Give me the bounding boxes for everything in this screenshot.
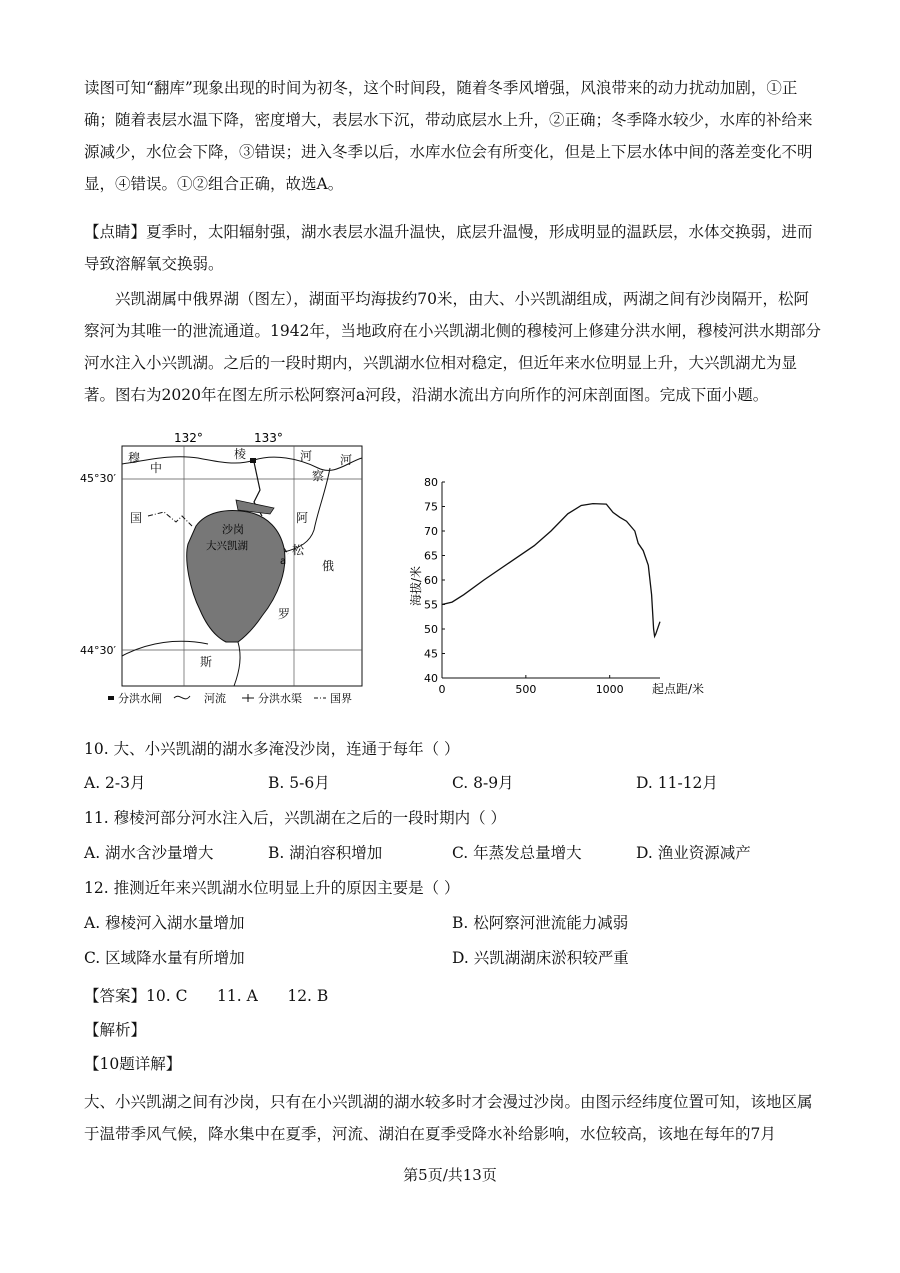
sand-ridge-label: 沙岗: [222, 523, 244, 536]
q11-option-c[interactable]: C. 年蒸发总量增大: [452, 844, 582, 862]
south-river: [234, 642, 240, 686]
q10-option-d[interactable]: D. 11-12月: [636, 774, 718, 792]
y-tick-label: 40: [424, 672, 438, 685]
analysis-heading: 【解析】: [84, 1021, 147, 1039]
q11-option-a[interactable]: A. 湖水含沙量增大: [84, 844, 214, 862]
y-tick-label: 70: [424, 525, 438, 538]
explanation-paragraph: 读图可知“翻库”现象出现的时间为初冬，这个时间段，随着冬季风增强，风浪带来的动力扰动加剧，①正确；随着表层水温下降，密度增大，表层水下沉，带动底层水上升，②正确；冬季降水较少，水库的补给来源减少，水位会下降，③错误；进入冬季以后，水库水位会有所变化，但是上下层水体中间的落差变化不明显，④错误。①②组合正确，故选A。: [84, 79, 813, 193]
detail-text: 大、小兴凯湖之间有沙岗，只有在小兴凯湖的湖水较多时才会漫过沙岗。由图示经纬度位置可知，该地区属于温带季风气候，降水集中在夏季，河流、湖泊在夏季受降水补给影响，水位较高，该地在每年的7月: [84, 1093, 813, 1143]
svg-text:阿: 阿: [296, 511, 309, 525]
q10-option-b[interactable]: B. 5-6月: [268, 774, 330, 792]
svg-text:斯: 斯: [200, 655, 213, 669]
lat-label-44-30: 44°30′: [80, 644, 116, 657]
q12-option-d[interactable]: D. 兴凯湖湖床淤积较严重: [452, 949, 629, 967]
question-10-stem: 10. 大、小兴凯湖的湖水多淹没沙岗，连通于每年（ ）: [84, 740, 460, 758]
y-axis-label: 海拔/米: [409, 565, 423, 607]
y-tick-label: 65: [424, 549, 438, 563]
y-tick-label: 80: [424, 476, 438, 489]
answer-line: 【答案】10. C 11. A 12. B: [84, 987, 329, 1005]
question-12-options-row2: [84, 946, 824, 976]
lon-label-132: 132°: [174, 431, 203, 445]
southwest-river: [122, 641, 208, 656]
profile-line: [442, 504, 660, 637]
y-tick-label: 50: [424, 623, 438, 636]
svg-text:中: 中: [150, 461, 163, 475]
q12-option-b[interactable]: B. 松阿察河泄流能力减弱: [452, 914, 629, 932]
point-a-label: a: [280, 556, 287, 567]
q10-option-c[interactable]: C. 8-9月: [452, 774, 514, 792]
key-point-paragraph: 【点睛】夏季时，太阳辐射强，湖水表层水温升温快，底层升温慢，形成明显的温跃层，水体交换弱，进而导致溶解氧交换弱。: [84, 223, 813, 273]
x-tick-label: 500: [515, 683, 537, 696]
intro-paragraph: 兴凯湖属中俄界湖（图左），湖面平均海拔约70米，由大、小兴凯湖组成，两湖之间有沙岗隔开，松阿察河为其唯一的泄流通道。1942年，当地政府在小兴凯湖北侧的穆棱河上修建分洪水闸，穆棱河洪水期部分河水注入小兴凯湖。之后的一段时期内，兴凯湖水位相对稳定，但近年来水位明显上升，大兴凯湖尤为显著。图右为2020年在图左所示松阿察河a河段，沿湖水流出方向所作的河床剖面图。完成下面小题。: [84, 290, 821, 404]
x-tick-label: 0: [438, 683, 446, 696]
y-tick-label: 55: [424, 598, 438, 612]
svg-text:国: 国: [130, 511, 143, 525]
q12-option-a[interactable]: A. 穆棱河入湖水量增加: [84, 914, 245, 932]
svg-text:罗: 罗: [278, 607, 291, 621]
svg-text:国界: 国界: [330, 692, 352, 705]
y-tick-label: 60: [424, 574, 438, 587]
question-11-options: [84, 841, 824, 871]
svg-text:河流: 河流: [204, 692, 226, 705]
location-map: [78, 430, 378, 710]
y-tick-label: 45: [424, 647, 438, 661]
detail-heading: 【10题详解】: [84, 1055, 182, 1073]
flood-gate-symbol: [250, 458, 256, 463]
svg-text:穆: 穆: [128, 451, 141, 465]
river-bed-profile-chart: [400, 468, 720, 708]
q11-option-b[interactable]: B. 湖泊容积增加: [268, 844, 383, 862]
svg-text:察: 察: [312, 469, 325, 483]
page-footer: 第5页/共13页: [403, 1166, 497, 1184]
question-10-options: [84, 771, 824, 801]
y-tick-label: 75: [424, 500, 438, 514]
svg-text:河: 河: [340, 453, 353, 467]
map-legend: [108, 691, 352, 705]
lon-label-133: 133°: [254, 431, 283, 445]
lat-label-45-30: 45°30′: [80, 472, 116, 485]
svg-text:棱: 棱: [234, 447, 247, 461]
x-tick-label: 1000: [595, 683, 624, 696]
question-11-stem: 11. 穆棱河部分河水注入后，兴凯湖在之后的一段时期内（ ）: [84, 809, 507, 827]
svg-text:分洪水闸: 分洪水闸: [118, 692, 162, 705]
question-12-options-row1: [84, 911, 824, 941]
q10-option-a[interactable]: A. 2-3月: [84, 774, 146, 792]
svg-text:河: 河: [300, 449, 313, 463]
svg-text:俄: 俄: [322, 559, 335, 573]
question-12-stem: 12. 推测近年来兴凯湖水位明显上升的原因主要是（ ）: [84, 879, 460, 897]
q11-option-d[interactable]: D. 渔业资源减产: [636, 844, 751, 862]
svg-text:分洪水渠: 分洪水渠: [258, 692, 302, 705]
svg-text:松: 松: [292, 543, 305, 557]
x-axis-label: 起点距/米: [652, 682, 705, 696]
great-lake-label: 大兴凯湖: [206, 540, 248, 552]
q12-option-c[interactable]: C. 区域降水量有所增加: [84, 949, 245, 967]
